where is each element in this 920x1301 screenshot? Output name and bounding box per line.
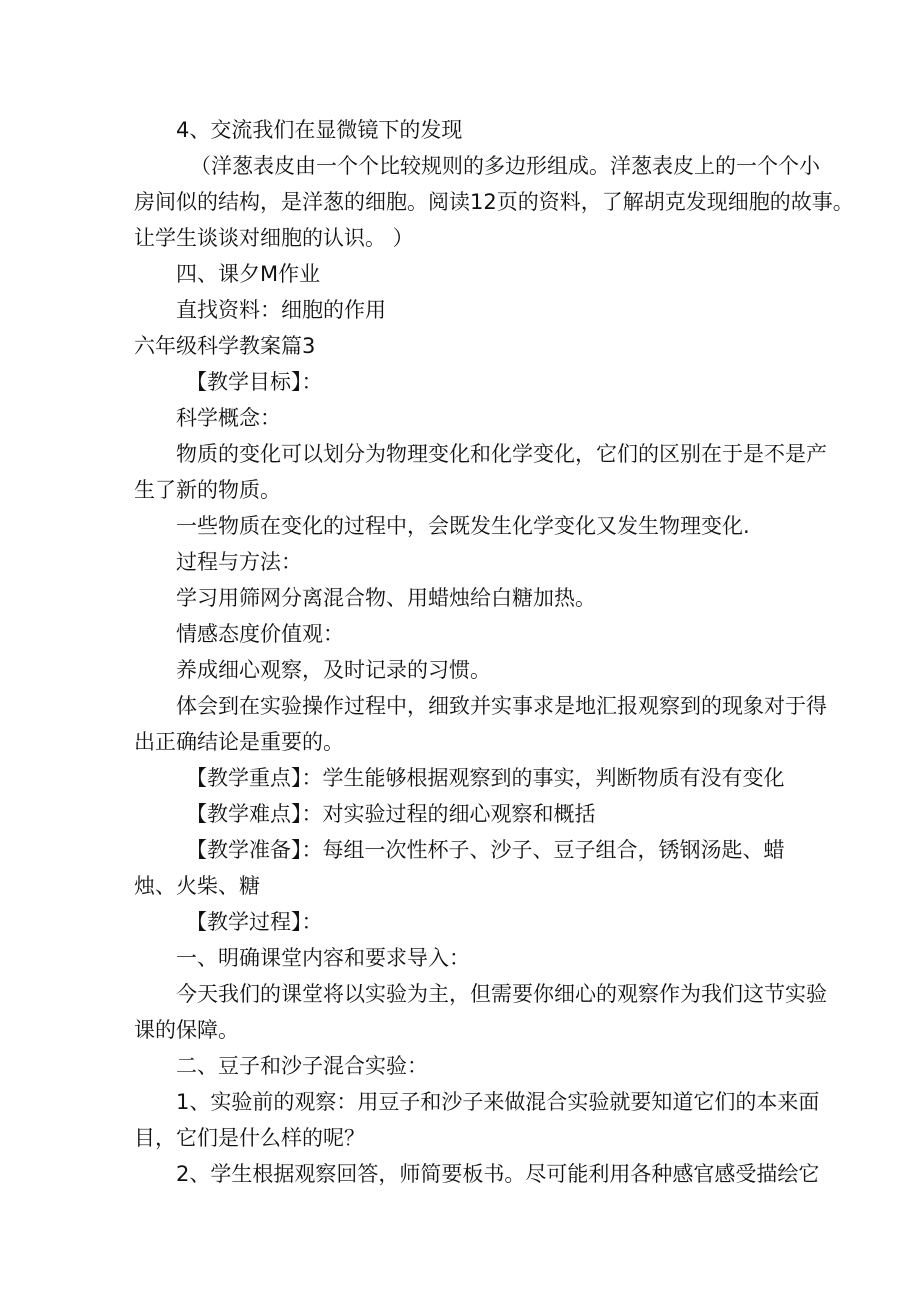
- text-line: 烛、火柴、糖: [134, 874, 260, 898]
- text-line: 二、豆子和沙子混合实验：: [176, 1054, 428, 1078]
- text-line: 物质的变化可以划分为物理变化和化学变化，它们的区别在于是不是产: [176, 442, 827, 466]
- section-heading: 【教学重点】：学生能够根据观察到的事实，判断物质有没有变化: [186, 766, 785, 790]
- text-line: 出正确结论是重要的。: [134, 730, 344, 754]
- text-line: 目，它们是什么样的呢？: [134, 1126, 365, 1150]
- section-heading: 【教学目标】：: [186, 370, 323, 394]
- section-heading: 【教学过程】：: [186, 910, 323, 934]
- text-line: 生了新的物质。: [134, 478, 281, 502]
- text-line: 一、明确课堂内容和要求导入：: [176, 946, 470, 970]
- text-line: 让学生谈谈对细胞的认识。 ）: [134, 226, 414, 250]
- text-line: 2、学生根据观察回答，师简要板书。尽可能利用各种感官感受描绘它: [176, 1162, 820, 1186]
- text-line: 情感态度价值观：: [176, 622, 344, 646]
- text-line: 今天我们的课堂将以实验为主，但需要你细心的观察作为我们这节实验: [176, 982, 827, 1006]
- document-title: 六年级科学教案篇3: [134, 334, 316, 358]
- text-line: 学习用筛网分离混合物、用蜡烛给白糖加热。: [176, 586, 596, 610]
- text-line: 课的保障。: [134, 1018, 239, 1042]
- text-line: 4、交流我们在显微镜下的发现: [176, 118, 463, 142]
- text-line: 1、实验前的观察：用豆子和沙子来做混合实验就要知道它们的本来面: [176, 1090, 820, 1114]
- text-line: 房间似的结构，是洋葱的细胞。阅读12页的资料，了解胡克发现细胞的故事。: [134, 190, 854, 214]
- text-line: 养成细心观察，及时记录的习惯。: [176, 658, 491, 682]
- text-line: 科学概念：: [176, 406, 281, 430]
- text-line: 直找资料：细胞的作用: [176, 298, 386, 322]
- section-heading: 【教学准备】：每组一次性杯子、沙子、豆子组合，锈钢汤匙、蜡: [186, 838, 785, 862]
- text-line: 体会到在实验操作过程中，细致并实事求是地汇报观察到的现象对于得: [176, 694, 827, 718]
- section-heading: 四、课夕M作业: [176, 262, 321, 286]
- text-line: 一些物质在变化的过程中，会既发生化学变化又发生物理变化.: [176, 514, 750, 538]
- text-line: （洋葱表皮由一个个比较规则的多边形组成。洋葱表皮上的一个个小: [190, 154, 820, 178]
- text-line: 过程与方法：: [176, 550, 302, 574]
- section-heading: 【教学难点】：对实验过程的细心观察和概括: [186, 802, 596, 826]
